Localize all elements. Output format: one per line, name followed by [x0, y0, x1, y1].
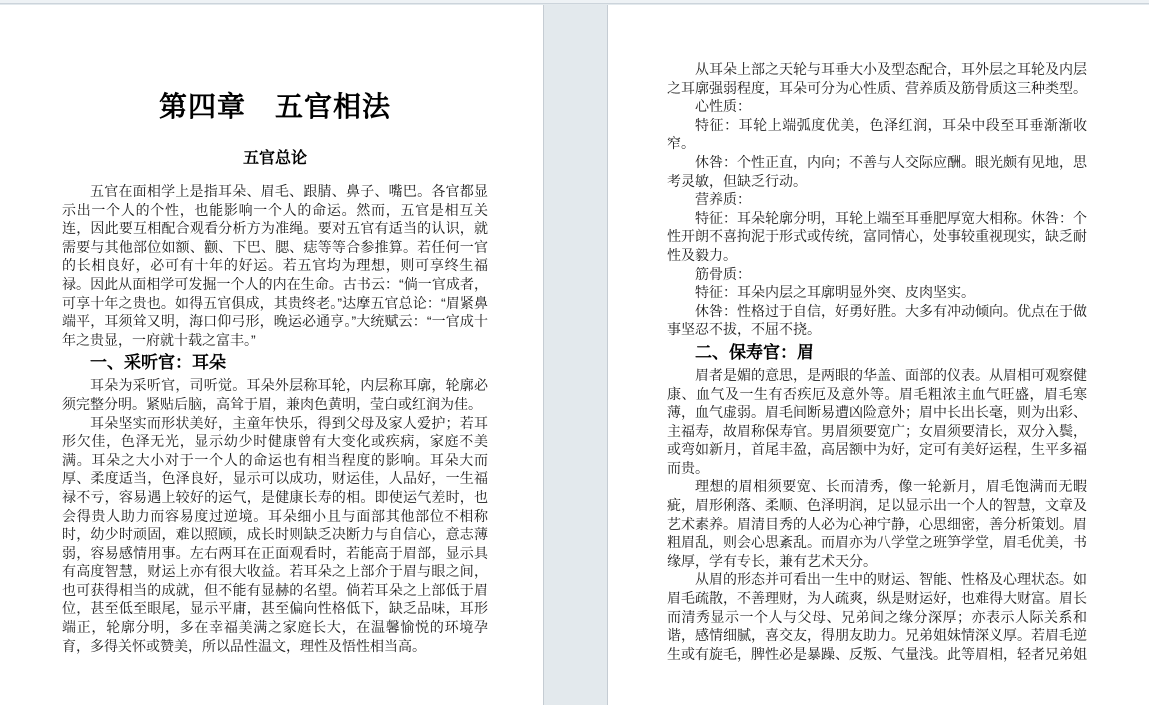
page-left-content [0, 91, 488, 655]
section-subtitle: 五官总论 [242, 150, 307, 167]
paragraph-brow-fortune: 从眉的形态并可看出一生中的财运、智能、性格及心理状态。如眉毛疏散，不善理财，为人疏爽，纵是财运好，也难得大财富。眉长而清秀显示一个人与父母、兄弟间之缘分深厚；亦表示人际关系和谐，感情细腻，喜交友，得朋友助力。兄弟姐妹情深义厚。若眉毛逆生或有旋毛，脾性必是暴躁、反叛、气量浅。此等眉相，轻者兄弟姐 [667, 571, 1087, 662]
paragraph-nutritive-traits: 特征：耳朵轮廓分明，耳轮上端至耳垂肥厚宽大相称。休咎：个性开朗不喜拘泥于形式或传统，富同情心，处事较重视现实，缺乏耐性及毅力。 [667, 209, 1087, 263]
paragraph-brow-ideal: 理想的眉相须要宽、长而清秀，像一轮新月，眉毛饱满而无暇疵，眉形俐落、柔顺、色泽明润，足以显示出一个人的智慧，文章及艺术素养。眉清目秀的人必为心神宁静，心思细密，善分析策划。眉粗眉乱，则会心思紊乱。而眉亦为八学堂之班笋学堂，眉毛优美，书缘厚，学有专长，兼有艺术天分。 [667, 478, 1087, 569]
page-right-content [608, 5, 1087, 663]
chapter-title: 第四章 五官相法 [158, 91, 391, 122]
paragraph-ear-types: 从耳朵上部之天轮与耳垂大小及型态配合，耳外层之耳轮及内层之耳廓强弱程度，耳朵可分为心性质、营养质及筋骨质这三种类型。 [667, 61, 1087, 96]
toolbar-bottom-edge [0, 0, 1149, 4]
paragraph-muscular-traits: 特征：耳朵内层之耳廓明显外突、皮肉坚实。 [695, 284, 975, 301]
paragraph-heart-fortune: 休咎：个性正直，内向；不善与人交际应酬。眼光颇有见地，思考灵敏，但缺乏行动。 [667, 153, 1087, 189]
label-heart-type: 心性质： [695, 98, 751, 115]
paragraph-overview: 五官在面相学上是指耳朵、眉毛、跟腈、鼻子、嘴巴。各官都显示出一个人的个性，也能影响一个人的命运。然而，五官是相互关连，因此要互相配合观看分析方为准绳。要对五官有适当的认识，就需要与其他部位如额、颧、下巴、腮、痣等等合参推算。若任何一官的长相良好，必可有十年的好运。若五官均为理想，则可享终生福禄。因此从面相学可发掘一个人的内在生命。古书云：“倘一官成者，可享十年之贵也。如得五官俱成，其贵终老。”达摩五官总论：“眉紧鼻端平，耳须耸又明，海口仰弓形，晚运必通亨。”大统赋云：“一官成十年之贵显，一府就十载之富丰。” [62, 183, 488, 348]
heading-brow-section: 二、保寿官：眉 [695, 342, 814, 362]
label-muscular-type: 筋骨质： [695, 265, 751, 282]
paragraph-ear-intro: 耳朵为采听官，司听觉。耳朵外层称耳轮，内层称耳廓，轮廓必须完整分明。紧贴后脑，高耸于眉，兼肉色黄明，莹白或红润为佳。 [62, 377, 488, 412]
paragraph-heart-traits: 特征：耳轮上端弧度优美，色泽红润，耳朵中段至耳垂渐渐收窄。 [667, 116, 1087, 152]
label-nutritive-type: 营养质： [695, 191, 751, 208]
paragraph-muscular-fortune: 休咎：性格过于自信，好勇好胜。大多有冲动倾向。优点在于做事坚忍不拔，不屈不挠。 [667, 302, 1087, 338]
page-right[interactable] [607, 5, 1149, 705]
heading-ear-section: 一、采听官：耳朵 [90, 353, 226, 373]
paragraph-ear-detail: 耳朵坚实而形状美好，主童年快乐，得到父母及家人爱护；若耳形欠佳，色泽无光，显示幼少时健康曾有大变化或疾病，家庭不美满。耳朵之大小对于一个人的命运也有相当程度的影响。耳朵大而厚、柔度适当，色泽良好，显示可以成功，财运佳，人品好，一生福禄不亏，容易遇上较好的运气，是健康长寿的相。即使运气差时，也会得贵人助力而容易度过逆境。耳朵细小且与面部其他部位不相称时，幼少时顽固，难以照顾，成长时则缺乏决断力与自信心，意志薄弱，容易感情用事。左右两耳在正面观看时，若能高于眉部，显示具有高度智慧，财运上亦有很大收益。若耳朵之上部介于眉与眼之间，也可获得相当的成就，但不能有显赫的名望。倘若耳朵之上部低于眉位，甚至低至眼尾，显示平庸，甚至偏向性格低下，缺乏品味，耳形端正，轮廓分明，多在幸福美满之家庭长大，在温馨愉悦的环境孕育，多得关怀或赞美，所以品性温文，理性及悟性相当高。 [62, 414, 488, 654]
paragraph-brow-intro: 眉者是媚的意思，是两眼的华盖、面部的仪表。从眉相可观察健康、血气及一生有否疾厄及意外等。眉毛粗浓主血气旺盛，眉毛寒薄，血气虚弱。眉毛间断易遭凶险意外；眉中长出长毫，则为出彩、主福寿，故眉称保寿官。男眉须要宽广；女眉须要清长，双分入鬓，或弯如新月，首尾丰盈，高居额中为好，定可有美好运程，生平多福而贵。 [667, 366, 1087, 476]
page-left[interactable] [0, 5, 544, 705]
